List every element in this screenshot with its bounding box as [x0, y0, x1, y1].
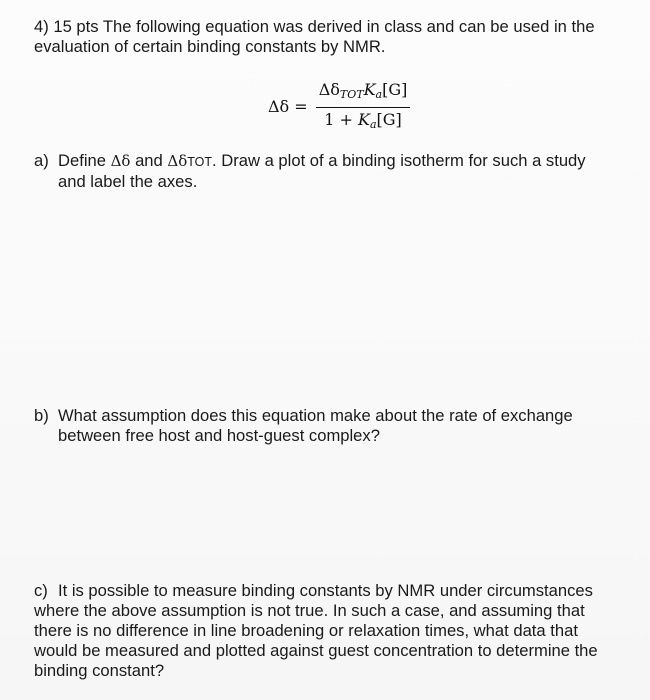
part-c [34, 581, 640, 681]
numerator-k: K [363, 79, 376, 99]
numerator-guest: [G] [382, 79, 408, 99]
part-a-delta-symbol: Δδ [110, 152, 131, 170]
numerator-tot-subscript: TOT [339, 87, 364, 101]
part-c-text-1: It is possible to measure binding constants by NMR under circumstances [58, 581, 593, 600]
part-c-tag: c) [34, 581, 48, 600]
denominator-k-subscript: a [369, 117, 377, 131]
equation-fraction [316, 80, 411, 135]
equation-lhs: Δδ = [268, 97, 308, 116]
part-a [34, 151, 640, 192]
question-line-1: 4) 15 pts The following equation was derived in class and can be used in the [34, 17, 595, 36]
part-a-text-1: Define [58, 151, 111, 170]
binding-equation [268, 79, 410, 131]
equation-numerator [316, 80, 411, 107]
part-b-tag: b) [34, 406, 49, 425]
part-a-tot-label: TOT [187, 155, 213, 169]
part-b-line-1 [34, 406, 640, 426]
part-c-line-1 [34, 581, 640, 601]
denominator-guest: [G] [376, 109, 402, 129]
part-b-line-2: between free host and host-guest complex? [58, 426, 380, 445]
part-b-text-1: What assumption does this equation make about the rate of exchange [58, 406, 573, 425]
equation-denominator [321, 108, 405, 135]
part-a-text-3: . Draw a plot of a binding isotherm for such a study [212, 151, 586, 170]
part-a-delta-tot-symbol: Δδ [167, 152, 188, 170]
numerator-k-subscript: a [375, 87, 383, 101]
part-a-tag: a) [34, 151, 49, 170]
part-a-line-1 [34, 151, 640, 172]
part-c-line-5: binding constant? [34, 661, 165, 680]
question-header [34, 17, 640, 57]
part-c-line-2: where the above assumption is not true. In such a case, and assuming that [34, 601, 585, 620]
numerator-delta: Δδ [318, 79, 340, 99]
denominator-one: 1 + [324, 109, 359, 129]
part-b [34, 406, 640, 446]
part-c-line-4: would be measured and plotted against guest concentration to determine the [34, 641, 598, 660]
part-a-text-2: and [130, 151, 168, 170]
question-line-2: evaluation of certain binding constants by NMR. [34, 37, 386, 56]
part-a-line-2: and label the axes. [58, 172, 198, 191]
denominator-k: K [358, 109, 370, 129]
part-c-line-3: there is no difference in line broadening or relaxation times, what data that [34, 621, 578, 640]
